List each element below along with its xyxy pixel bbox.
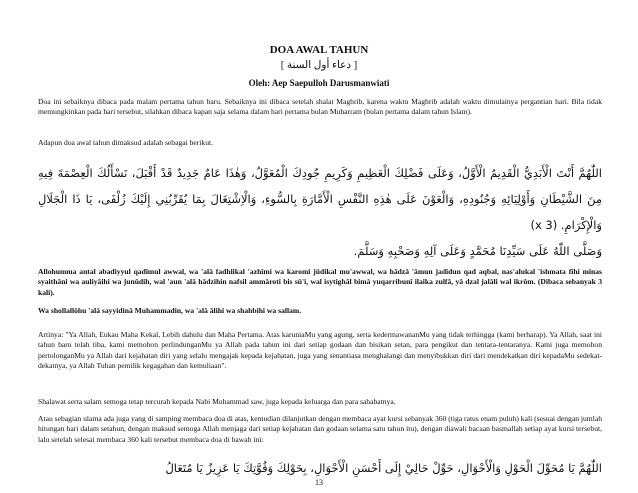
transliteration-paragraph: Allohumma antal abadiyyul qadîmul awwal, wa 'alâ fadhlikal 'azhîmi wa karomi jûdikal mu'awwal, wa hâdzâ 'âmun jadîdun qad aqbal, nas'alukal 'ishmata fîhi minas syaithâni wa auliyâihi wa junûdih, wal 'aun 'alâ hâdzihin nafsil ammâroti bis sû'i, wal isytighâl bimâ yuqarribunî ilaika zulfâ, yâ dzal jalâli wal ikrôm. (Dibaca sebanyak 3 kali). (38, 267, 602, 297)
closing-paragraph: Shalawat serta salam semoga tetap tercurah kepada Nabi Muhammad saw, juga kepada keluarga dan para sahabatnya. (38, 397, 396, 406)
document-title: DOA AWAL TAHUN (269, 44, 369, 56)
intro-paragraph: Doa ini sebaiknya dibaca pada malam pertama tahun baru. Sebaiknya ini dibaca setelah shalat Maghrib, karena waktu Maghrib adalah waktu dimulainya pergantian hari. Bila tidak memungkinkan pada hari tersebut, silahkan dibaca kapan saja selama dalam hari pertama bulan Muharram (bulan pertama dalam tahun Islam). (38, 97, 602, 117)
page-number: 13 (315, 478, 323, 487)
translation-paragraph: Artinya: "Ya Allah, Eukau Maha Kekal, Lebih dahulu dan Maha Pertama. Atas karuniaMu yang agung, serta kedermawananMu yang tidak terhingga (kami berharap). Ya Allah, saat ini tahun baru telah tiba, kami memohon perlindunganMu ya Allah pada tahun ini dari setiap godaan dan bisikan setan, para pengikut dan tentara-tentaranya. Kami juga memohon pertolonganMu ya Allah dari kejahatan diri yang selalu mengajak kepada kejahatan, juga yang senantiasa menghalangi dan menyibukkan diri dari mendekatkan diri kepadaMu sedekat-dekatnya, ya Allah Tuhan pemilik kegagahan dan kemuliaan". (38, 330, 602, 371)
arabic-doa-text: اللّٰهُمَّ أَنْتَ الْأَبَدِيُّ الْقَدِيمُ الْأَوَّلُ، وَعَلَى فَضْلِكَ الْعَظِيمِ وَكَرِيمِ جُودِكَ الْمُعَوَّلُ، وَهٰذَا عَامٌ جَدِيدٌ قَدْ أَقْبَلَ، نَسْأَلُكَ الْعِصْمَةَ فِيهِ مِنَ الشَّيْطَانِ وَأَوْلِيَائِهِ وَجُنُودِهِ، وَالْعَوْنَ عَلَى هٰذِهِ النَّفْسِ الْأَمَّارَةِ بِالسُّوءِ، وَالْاِشْتِغَالَ بِمَا يُقَرِّبُنِي إِلَيْكَ زُلْفَى، يَا ذَا الْجَلَالِ وَالْإِكْرَامِ. (3 x) (38, 166, 602, 232)
document-subtitle-arabic: [ دعاء أول السنة ] (280, 60, 358, 71)
second-intro-paragraph: Atau sebagian ulama ada juga yang di samping membaca doa di atas, kemudian dilanjutkan dengan membaca ayat kursi sebanyak 360 (tiga ratus enam puluh) kali (sesuai dengan jumlah hitungan hari dalam setahun, dengan maksud semoga Allah menjaga dari setiap kejahatan dan godaan selama satu tahun itu), dengan diawali bacaan basmallah setiap ayat kursi tersebut, lalu setelah selesai membaca 360 kali tersebut membaca doa di bawah ini: (38, 414, 602, 444)
arabic-final-doa: اللّٰهُمَّ يَا مُحَوِّلَ الْحَوْلِ وَالْأَحْوَالِ، حَوِّلْ حَالِيْ إِلَى أَحْسَنِ الْأَحْوَالِ، بِحَوْلِكَ وَقُوَّتِكَ يَا عَزِيزُ يَا مُتَعَالُ (165, 461, 602, 475)
lead-paragraph: Adapun doa awal tahun dimaksud adalah sebagai berikut. (38, 138, 214, 147)
transliteration-salawat: Wa shollallôhu 'alâ sayyidinâ Muhammadin, wa 'alâ âlihi wa shahbihi wa sallam. (38, 306, 302, 315)
document-author: Oleh: Aep Saepulloh Darusmanwiati (248, 78, 390, 88)
arabic-salawat-text: وَصَلَّى اللّٰهُ عَلَى سَيِّدِنَا مُحَمَّدٍ وَعَلَى آلِهِ وَصَحْبِهِ وَسَلَّمَ. (353, 244, 602, 258)
